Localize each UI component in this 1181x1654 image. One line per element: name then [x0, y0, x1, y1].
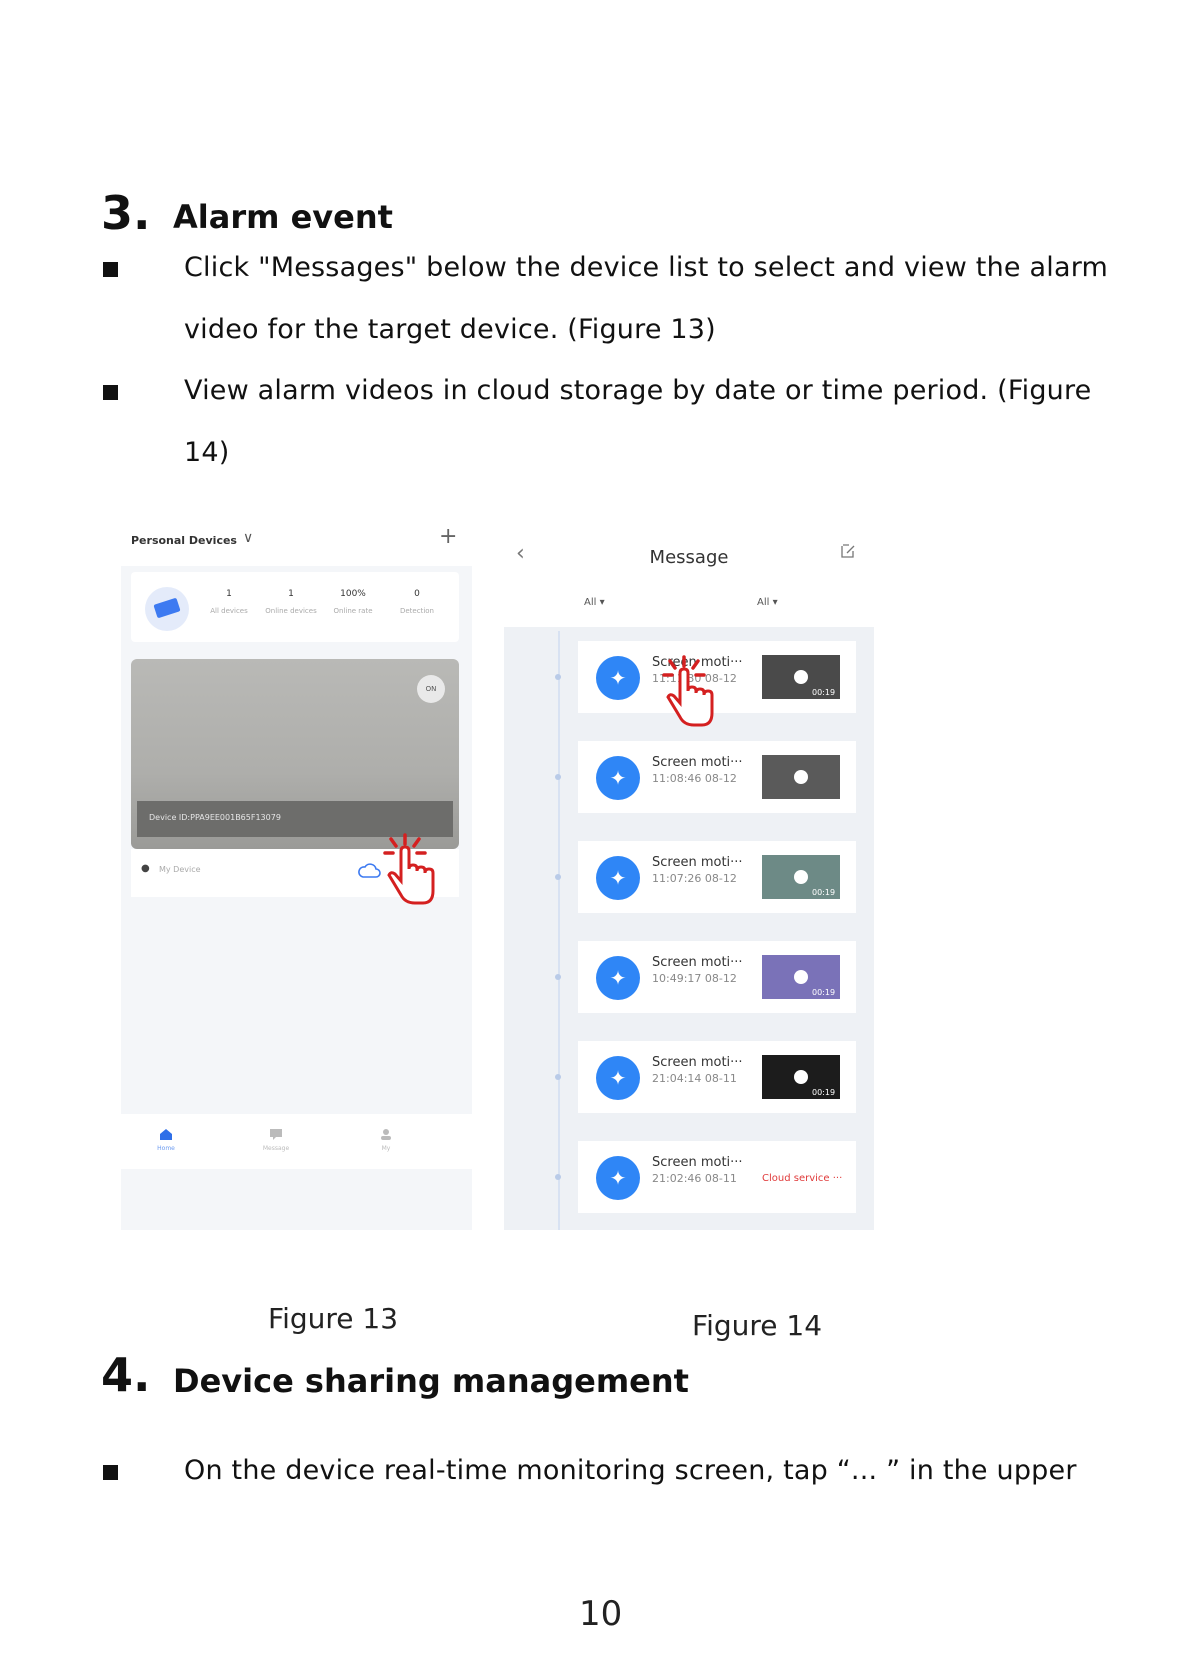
stat-label: All devices [210, 607, 248, 615]
motion-icon: ✦ [596, 1056, 640, 1100]
paragraph-line: Click "Messages" below the device list to select and view the alarm [184, 252, 1109, 283]
timeline-dot [555, 674, 561, 680]
device-stats-card [131, 572, 459, 642]
message-icon[interactable] [269, 1128, 283, 1140]
stat-label: Online rate [333, 607, 373, 615]
timeline-dot [555, 1174, 561, 1180]
play-icon[interactable] [794, 970, 808, 984]
alarm-event-card[interactable] [578, 741, 856, 813]
video-thumbnail[interactable] [762, 855, 840, 899]
alarm-event-card[interactable] [578, 641, 856, 713]
event-time: 21:04:14 08-11 [652, 1072, 737, 1085]
chevron-down-icon[interactable]: ∨ [243, 530, 254, 546]
device-id: Device ID:PPA9EE001B65F13079 [149, 813, 281, 822]
event-title: Screen moti··· [652, 955, 743, 970]
device-list-header [121, 520, 472, 566]
event-title: Screen moti··· [652, 1055, 743, 1070]
timeline-dot [555, 874, 561, 880]
camera-preview[interactable] [131, 659, 459, 849]
add-icon[interactable]: + [439, 524, 458, 549]
stat-value: 100% [340, 589, 366, 599]
motion-icon: ✦ [596, 1156, 640, 1200]
filter-label: All [584, 597, 597, 608]
tab-message-label[interactable]: Message [262, 1145, 290, 1152]
event-title: Screen moti··· [652, 755, 743, 770]
timeline-dot [555, 1074, 561, 1080]
figure-14-caption: Figure 14 [692, 1309, 823, 1342]
tap-hand-icon [658, 651, 724, 731]
alarm-event-card[interactable] [578, 1041, 856, 1113]
video-duration: 00:19 [812, 1088, 836, 1097]
device-name: My Device [159, 865, 201, 874]
figure-14-screenshot [504, 531, 874, 1230]
play-icon[interactable] [794, 770, 808, 784]
alarm-event-card[interactable] [578, 841, 856, 913]
cloud-service-link[interactable]: Cloud service ··· [762, 1173, 843, 1184]
video-thumbnail[interactable] [762, 655, 840, 699]
event-time: 10:49:17 08-12 [652, 972, 737, 985]
device-row[interactable] [131, 849, 459, 897]
stat-label: Online devices [265, 607, 317, 615]
online-badge: ON [417, 675, 445, 703]
timeline-line [558, 631, 560, 1230]
video-duration: 00:19 [812, 988, 836, 997]
section-3-number: 3. [101, 186, 151, 240]
section-3-title: Alarm event [173, 198, 393, 236]
user-icon[interactable] [379, 1128, 393, 1140]
message-header [504, 531, 874, 627]
event-title: Screen moti··· [652, 1155, 743, 1170]
tap-hand-icon [379, 829, 445, 909]
paragraph-line: On the device real-time monitoring screen, tap “... ” in the upper [184, 1455, 1077, 1486]
play-icon[interactable] [794, 1070, 808, 1084]
header-title: Personal Devices [131, 534, 237, 547]
back-icon[interactable]: ‹ [516, 541, 525, 566]
play-icon[interactable] [794, 670, 808, 684]
figure-13-caption: Figure 13 [268, 1302, 399, 1335]
bullet-marker [103, 262, 118, 277]
motion-icon: ✦ [596, 856, 640, 900]
filter-label: All [757, 597, 770, 608]
location-pin-icon: ● [141, 863, 150, 874]
event-time: 11:11:30 08-12 [652, 672, 737, 685]
video-duration: 00:19 [812, 688, 836, 697]
motion-icon: ✦ [596, 956, 640, 1000]
camera-icon [145, 587, 189, 631]
event-title: Screen moti··· [652, 855, 743, 870]
filter-select[interactable]: All ▾ [757, 597, 778, 608]
paragraph-line: View alarm videos in cloud storage by date or time period. (Figure [184, 375, 1092, 406]
filter-select[interactable]: All ▾ [584, 597, 605, 608]
motion-icon: ✦ [596, 656, 640, 700]
video-thumbnail[interactable] [762, 755, 840, 799]
page-number: 10 [579, 1594, 623, 1634]
event-time: 11:08:46 08-12 [652, 772, 737, 785]
motion-icon: ✦ [596, 756, 640, 800]
event-time: 11:07:26 08-12 [652, 872, 737, 885]
video-thumbnail[interactable] [762, 955, 840, 999]
stat-value: 1 [226, 589, 232, 599]
video-duration: 00:19 [812, 888, 836, 897]
stat-value: 1 [288, 589, 294, 599]
stat-label: Detection [399, 607, 434, 615]
figure-13-screenshot [121, 520, 472, 1230]
paragraph-line: video for the target device. (Figure 13) [184, 314, 716, 345]
tab-my-label[interactable]: My [381, 1145, 391, 1152]
stat-value: 0 [414, 589, 420, 599]
alarm-event-card[interactable] [578, 1141, 856, 1213]
message-title: Message [649, 547, 729, 568]
video-thumbnail[interactable] [762, 1055, 840, 1099]
play-icon[interactable] [794, 870, 808, 884]
bottom-tab-bar [121, 1114, 472, 1169]
home-icon[interactable] [159, 1128, 173, 1140]
event-time: 21:02:46 08-11 [652, 1172, 737, 1185]
section-4-title: Device sharing management [173, 1362, 689, 1400]
timeline-dot [555, 974, 561, 980]
bullet-marker [103, 385, 118, 400]
event-title: Screen moti··· [652, 655, 743, 670]
edit-icon[interactable] [840, 543, 856, 559]
cloud-icon[interactable] [357, 861, 381, 881]
paragraph-line: 14) [184, 437, 230, 468]
bullet-marker [103, 1465, 118, 1480]
alarm-event-card[interactable] [578, 941, 856, 1013]
timeline-dot [555, 774, 561, 780]
section-4-number: 4. [101, 1348, 151, 1402]
tab-home-label[interactable]: Home [157, 1145, 175, 1152]
